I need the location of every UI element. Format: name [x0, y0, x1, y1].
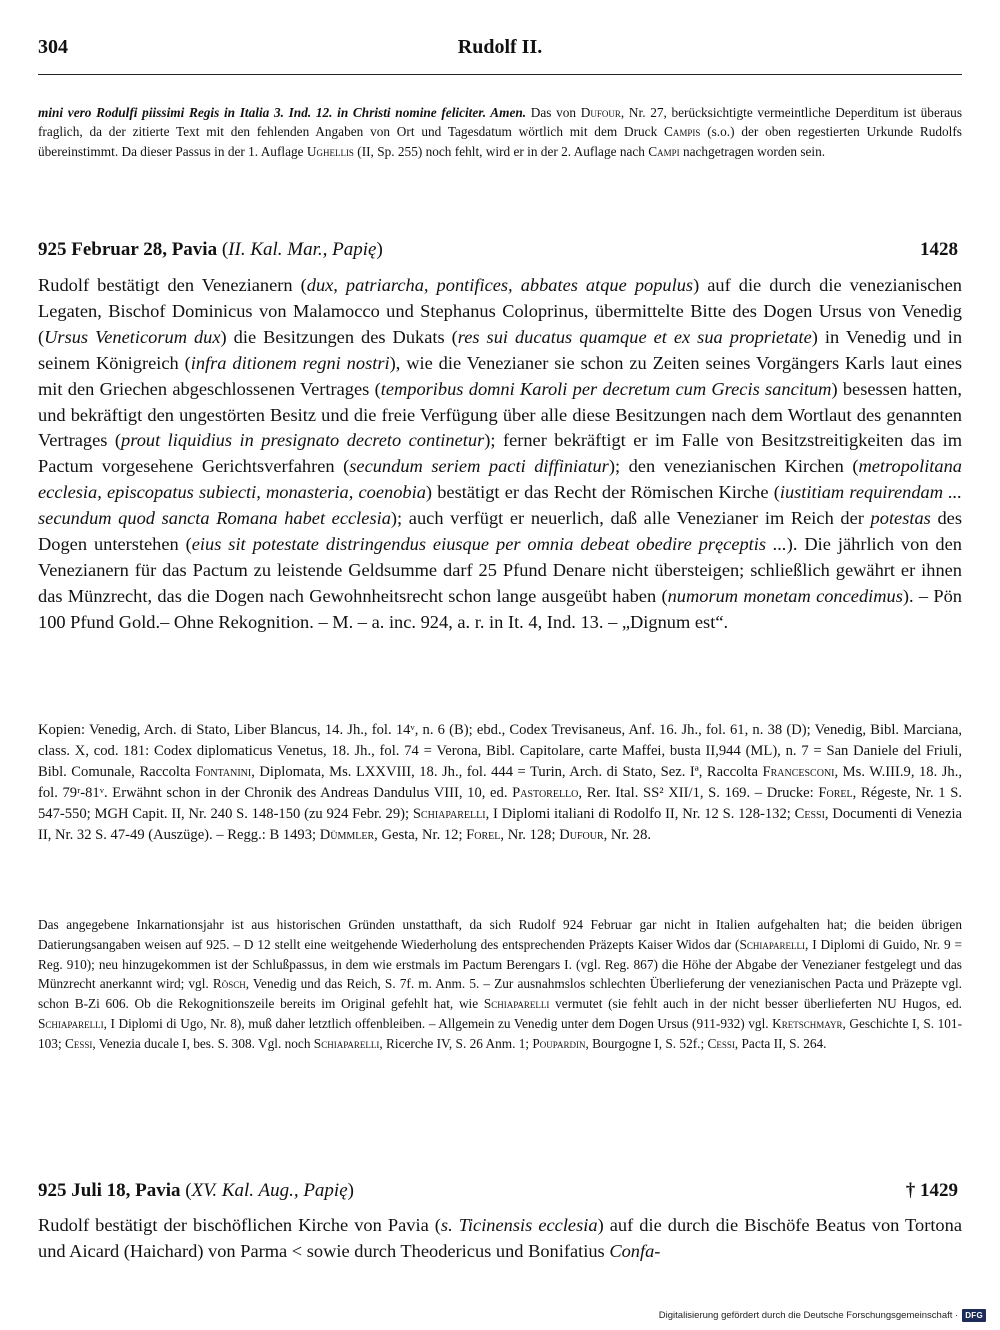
running-header	[38, 30, 962, 70]
text: , Nr. 128;	[500, 827, 560, 843]
text: , Geschichte I, S. 101-103;	[38, 1015, 962, 1051]
author-name: Cessi	[64, 1035, 93, 1051]
paren: (	[180, 1180, 192, 1201]
continuation-note	[38, 103, 962, 161]
author-name: Schiaparelli	[483, 996, 550, 1012]
text: (II, Sp. 255) noch fehlt, wird er in der 2. Auflage nach	[353, 143, 649, 159]
author-name: Kretschmayr	[772, 1015, 843, 1031]
author-name: Schiaparelli	[739, 936, 806, 952]
regest-latin-date: XV. Kal. Aug., Papię	[191, 1180, 348, 1201]
text: , Nr. 28.	[603, 827, 652, 843]
text: , Régeste, Nr. 1 S. 547-550; MGH Capit. II, Nr. 240 S. 148-150 (zu 924 Febr. 29);	[38, 785, 962, 822]
text: , Documenti di Venezia II, Nr. 32 S. 47-49 (Auszüge). – Regg.: B 1493;	[38, 806, 962, 843]
regest-copies-1428	[38, 720, 962, 846]
regest-body-1429	[38, 1213, 962, 1265]
author-name: Francesconi	[762, 764, 835, 780]
text: ) besessen hatten, und bekräftigt den ungestörten Besitz und die freie Verfügung über alle diese Besitzungen nach dem Wortlaut des genannten Vertrages (	[38, 378, 963, 451]
author-name: Fontanini	[195, 764, 252, 780]
text: , Bourgogne I, S. 52f.;	[585, 1035, 708, 1051]
header-rule	[38, 74, 962, 75]
text: , Diplomata, Ms. LXXVIII, 18. Jh., fol. 444 = Turin, Arch. di Stato, Sez. Iª, Raccolta	[251, 764, 763, 780]
latin-quote: infra ditionem regni nostri	[190, 352, 390, 373]
text: , Venezia ducale I, bes. S. 308. Vgl. noch	[92, 1035, 314, 1051]
text: (s.o.) der oben regestierten Urkunde Rudolfs übereinstimmt. Da dieser Passus in der 1. Auflage	[38, 124, 962, 159]
regest-heading-1429	[38, 1180, 962, 1202]
text: nachgetragen worden sein.	[679, 143, 826, 159]
text: Kopien: Venedig, Arch. di Stato, Liber Blancus, 14. Jh., fol. 14ᵛ, n. 6 (B); ebd., Codex Trevisaneus, Anf. 16. Jh., fol. 61, n. 38 (D); Venedig, Bibl. Marciana, class. X, cod. 181: Codex diplomaticus Venetus, 18. Jh., fol. 74 = Verona, Bibl. Capitolare, carte Maffei, busta II,944 (ML), n. 7 = San Daniele del Friuli, Bibl. Comunale, Raccolta	[38, 722, 962, 780]
text: , Pacta II, S. 264.	[734, 1035, 827, 1051]
text: des Dogen unterstehen (	[38, 508, 962, 555]
latin-quote: Confa-	[609, 1240, 661, 1261]
text: ). – Pön 100 Pfund Gold.– Ohne Rekognition. – M. – a. inc. 924, a. r. in It. 4, Ind. 13. – „Dignum est“.	[38, 585, 962, 632]
regest-date-place: 925 Februar 28, Pavia	[38, 239, 218, 260]
text: Das angegebene Inkarnationsjahr ist aus historischen Gründen unstatthaft, da sich Rudolf 924 Februar gar nicht in Italien aufgehalten hat; die beiden übrigen Datierungsangaben weisen auf 925. – D 12 stellt eine weitgehende Wiederholung des entsprechenden Präzepts Kaiser Widos dar (	[38, 917, 962, 952]
latin-quote: mini vero Rodulfi piissimi Regis in Italia 3. Ind. 12. in Christi nomine feliciter. Amen.	[38, 105, 527, 120]
dfg-logo-icon: DFG	[962, 1309, 986, 1322]
author-name: Pastorello	[512, 785, 579, 801]
regest-heading-1428	[38, 239, 962, 261]
latin-quote: dux, patriarcha, pontifices, abbates atque populus	[306, 275, 694, 295]
author-name: Ughellis	[306, 143, 354, 159]
latin-quote: s. Ticinensis ecclesia	[440, 1215, 598, 1235]
author-name: Forel	[466, 827, 501, 843]
text: , I Diplomi di Ugo, Nr. 8), muß daher letztlich offenbleiben. – Allgemein zu Venedig unter dem Dogen Ursus (911-932) vgl.	[103, 1015, 773, 1031]
latin-quote: prout liquidius in presignato decreto continetur	[121, 430, 485, 451]
text: ); auch verfügt er neuerlich, daß alle Venezianer im Reich der	[390, 508, 871, 529]
text: Rudolf bestätigt den Venezianern (	[38, 275, 307, 295]
text: Rudolf bestätigt der bischöflichen Kirche von Pavia (	[38, 1215, 441, 1235]
text: ), wie die Venezianer sie schon zu Zeiten seines Vorgängers Karls laut eines mit den Griechen abgeschlossenen Vertrages (	[38, 352, 962, 399]
digitization-footer	[659, 1309, 986, 1322]
text: , Rer. Ital. SS² XII/1, S. 169. – Drucke:	[578, 785, 819, 801]
author-name: Rösch	[212, 976, 246, 992]
text: ) auf die durch die venezianischen Legaten, Bischof Dominicus von Malamocco und Stephanus Coloprinus, übermittelte Bitte des Dogen Ursus von Venedig (	[38, 275, 962, 347]
author-name: Campis	[664, 124, 701, 140]
text: , Ricerche IV, S. 26 Anm. 1;	[379, 1035, 533, 1051]
running-title: Rudolf II.	[457, 36, 543, 58]
author-name: Schiaparelli	[38, 1015, 104, 1031]
regest-body-1428	[38, 273, 962, 636]
text: , I Diplomi italiani di Rodolfo II, Nr. 12 S. 128-132;	[485, 806, 795, 822]
text: vermutet (sie fehlt auch in der nicht besser überlieferten NU Hugos, ed.	[549, 996, 963, 1012]
author-name: Cessi	[707, 1035, 735, 1051]
latin-quote: res sui ducatus quamque et ex sua proprietate	[457, 326, 812, 347]
text: , Venedig und das Reich, S. 7f. m. Anm. 5. – Zur ausnahmslos schlechten Überlieferung der venezianischen Pacta und Präzepte vgl. schon B-Zi 606. Ob die Rekognitionszeile bereits im Original gefehlt hat, wie	[38, 976, 962, 1012]
text: , Ms. W.III.9, 18. Jh., fol. 79ʳ-81ᵛ. Erwähnt schon in der Chronik des Andreas Dandulus VIII, 10, ed.	[38, 764, 963, 801]
regest-number: 1428	[920, 239, 958, 260]
text: ). Die jährlich von den Venezianern für das Pactum zu leistende Geldsumme darf 25 Pfund Denare nicht übersteigen; schließlich gewährt er ihnen das Münzrecht, das die Dogen nach Gewohnheitsrecht schon lange ausgeübt haben (	[38, 534, 962, 606]
latin-quote: metropolitana ecclesia, episcopatus subiecti, monasteria, coenobia	[38, 456, 962, 503]
regest-number: † 1429	[905, 1180, 958, 1201]
latin-quote: eius sit potestate distringendus eiusque per omnia debeat obedire pręceptis ...	[191, 534, 787, 555]
footer-text: Digitalisierung gefördert durch die Deutsche Forschungsgemeinschaft ·	[658, 1310, 959, 1321]
text: , Gesta, Nr. 12;	[374, 827, 467, 843]
text: ) in Venedig und in seinem Königreich (	[38, 326, 963, 373]
text: , Nr. 27, berücksichtigte vermeintliche Deperditum ist überaus fraglich, da der zitierte Text mit den fehlenden Angaben von Ort und Tagesdatum wörtlich mit dem Druck	[38, 105, 962, 140]
latin-quote: secundum seriem pacti diffiniatur	[349, 456, 609, 477]
author-name: Poupardin	[532, 1035, 586, 1051]
latin-quote: potestas	[870, 508, 931, 529]
text: , I Diplomi di Guido, Nr. 9 = Reg. 910); neu hinzugekommen ist der Schlußpassus, in dem wie erstmals im Pactum Berengars I. (vgl. Reg. 867) die Höhe der Abgabe der Venezianer festgelegt und das Münzrecht anerkannt wird; vgl.	[38, 936, 962, 992]
regest-commentary-1428	[38, 915, 962, 1054]
latin-quote: iustitiam requirendam ... secundum quod sancta Romana habet ecclesia	[38, 482, 962, 529]
author-name: Schiaparelli	[412, 806, 486, 822]
author-name: Schiaparelli	[313, 1035, 380, 1051]
paren: (	[217, 239, 229, 260]
paren: )	[376, 239, 383, 260]
regest-latin-date: II. Kal. Mar., Papię	[228, 239, 377, 260]
regest-date-place: 925 Juli 18, Pavia	[38, 1180, 181, 1201]
paren: )	[347, 1180, 354, 1201]
page	[38, 30, 963, 1261]
author-name: Cessi	[794, 806, 825, 822]
author-name: Campi	[648, 143, 680, 159]
latin-quote: temporibus domni Karoli per decretum cum Grecis sancitum	[380, 378, 832, 399]
author-name: Dümmler	[319, 827, 375, 843]
text: ); den venezianischen Kirchen (	[608, 456, 859, 477]
text: ) bestätigt er das Recht der Römischen Kirche (	[425, 482, 780, 503]
page-number: 304	[38, 36, 68, 58]
latin-quote: Ursus Veneticorum dux	[44, 326, 221, 347]
author-name: Dufour	[580, 105, 621, 120]
text: ) auf die durch die Bischöfe Beatus von Tortona und Aicard (Haichard) von Parma < sowie durch Theodericus und Bonifatius	[38, 1215, 962, 1261]
text: Das von	[526, 105, 581, 120]
text: ) die Besitzungen des Dukats (	[220, 326, 458, 347]
latin-quote: numorum monetam concedimus	[667, 585, 903, 606]
author-name: Dufour	[559, 827, 604, 843]
author-name: Forel	[818, 785, 853, 801]
text: ); ferner bekräftigt er im Falle von Besitzstreitigkeiten das im Pactum vorgesehene Gerichtsverfahren (	[38, 430, 962, 477]
